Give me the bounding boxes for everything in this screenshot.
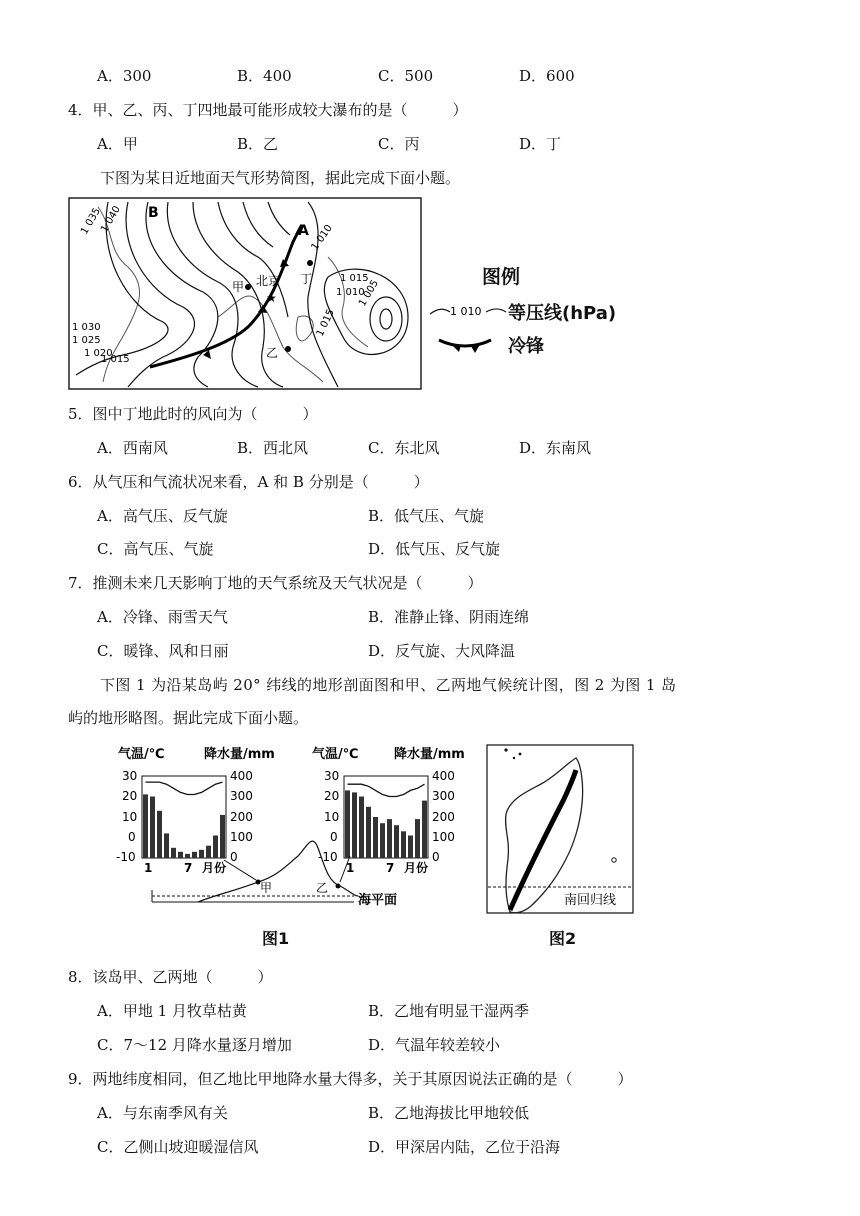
q7-stem: 7．推测未来几天影响丁地的天气系统及天气状况是（ ） — [68, 574, 483, 592]
isobar-label: 1 015 — [314, 307, 337, 339]
jia-month-label: 月份 — [202, 861, 227, 875]
isobar-label: 1 020 — [84, 348, 113, 359]
jia-temp-tick: 0 — [128, 830, 136, 844]
yi-precip-bar — [408, 836, 413, 859]
legend-title: 图例 — [482, 266, 521, 288]
yi-precip-bar — [352, 792, 357, 858]
isobar-label: 1 025 — [72, 335, 101, 346]
q4-option-c: C．丙 — [378, 135, 420, 153]
yi-month-label: 月份 — [404, 861, 429, 875]
figure-2-island-map — [486, 744, 634, 914]
intro-weather: 下图为某日近地面天气形势简图，据此完成下面小题。 — [100, 169, 461, 187]
yi-precip-bar — [387, 819, 392, 858]
label-b: B — [148, 205, 159, 221]
point-yi — [285, 346, 291, 352]
label-a: A — [298, 223, 309, 239]
q8-option-c: C．7～12 月降水量逐月增加 — [97, 1036, 292, 1054]
yi-temp-curve — [348, 784, 425, 796]
yi-temp-tick: -10 — [318, 850, 338, 864]
legend-isobar-label: 等压线(hPa) — [508, 303, 617, 324]
q4-option-d: D．丁 — [519, 135, 562, 153]
jia-precip-tick: 100 — [230, 830, 253, 844]
jia-precip-bar — [150, 797, 155, 859]
jia-month-tick: 1 — [144, 861, 153, 875]
q7-option-d: D．反气旋、大风降温 — [368, 642, 516, 660]
islet — [519, 753, 522, 756]
figure-1-caption: 图1 — [262, 929, 290, 948]
jia-temp-tick: 30 — [122, 769, 138, 783]
q5-option-d: D．东南风 — [519, 439, 592, 457]
jia-precip-tick: 300 — [230, 789, 253, 803]
yi-temp-tick: 30 — [324, 769, 340, 783]
jia-precip-bar — [164, 833, 169, 858]
legend-isobar-sample — [428, 300, 508, 322]
q3-option-a: A．300 — [97, 67, 152, 85]
islet — [504, 748, 507, 751]
jia-precip-bar — [206, 846, 211, 858]
jia-temp-tick: 10 — [122, 810, 138, 824]
q8-option-d: D．气温年较差较小 — [368, 1036, 501, 1054]
q9-stem: 9．两地纬度相同，但乙地比甲地降水量大得多，关于其原因说法正确的是（ ） — [68, 1070, 633, 1088]
q6-option-b: B．低气压、气旋 — [368, 507, 485, 525]
yi-precip-bar — [415, 819, 420, 858]
q8-option-b: B．乙地有明显干湿两季 — [368, 1002, 530, 1020]
isobar-label: 1 030 — [72, 322, 101, 333]
jia-precip-tick: 400 — [230, 769, 253, 783]
q7-option-a: A．冷锋、雨雪天气 — [97, 608, 228, 626]
jia-precip-bar — [220, 815, 225, 858]
weather-map — [68, 197, 422, 390]
jia-temp-curve — [146, 782, 223, 794]
jia-precip-bar — [171, 848, 176, 858]
intro-island-line2: 屿的地形略图。据此完成下面小题。 — [68, 709, 309, 727]
jia-month-tick: 7 — [184, 861, 193, 875]
yi-precip-bar — [380, 823, 385, 858]
jia-climate-chart — [116, 769, 253, 875]
q9-option-b: B．乙地海拔比甲地较低 — [368, 1104, 530, 1122]
q9-option-a: A．与东南季风有关 — [97, 1104, 228, 1122]
yi-precip-bar — [401, 831, 406, 858]
point-jia — [245, 284, 251, 290]
point-ding — [307, 260, 313, 266]
q8-option-a: A．甲地 1 月牧草枯黄 — [97, 1002, 247, 1020]
jia-temp-label: 气温/℃ — [118, 747, 165, 762]
svg-text:1 010: 1 010 — [450, 305, 482, 318]
yi-precip-tick: 300 — [432, 789, 455, 803]
yi-month-tick: 1 — [346, 861, 355, 875]
q5-option-c: C．东北风 — [368, 439, 440, 457]
yi-temp-tick: 0 — [330, 830, 338, 844]
point-yi-profile — [336, 884, 341, 889]
yi-temp-tick: 20 — [324, 789, 340, 803]
jia-precip-bar — [213, 836, 218, 859]
jia-precip-bar — [199, 850, 204, 858]
isobar-label: 1 010 — [336, 287, 365, 298]
jia-precip-tick: 200 — [230, 810, 253, 824]
figure-1-profile-climate — [108, 744, 470, 910]
q6-option-c: C．高气压、气旋 — [97, 540, 214, 558]
q7-option-c: C．暖锋、风和日丽 — [97, 642, 229, 660]
sea-level-label: 海平面 — [358, 893, 398, 908]
isobar-label: 1 010 — [309, 222, 335, 253]
beijing-star-icon: ★ — [266, 291, 277, 305]
tropic-label: 南回归线 — [564, 893, 617, 908]
islet — [513, 757, 515, 759]
jia-precip-bar — [157, 811, 162, 858]
jia-pointer — [224, 860, 256, 880]
isobar-label: 1 040 — [99, 204, 123, 235]
legend-front-sample — [435, 332, 495, 354]
profile-label-yi: 乙 — [316, 881, 329, 895]
yi-precip-tick: 100 — [432, 830, 455, 844]
q8-stem: 8．该岛甲、乙两地（ ） — [68, 968, 273, 986]
yi-precip-bar — [422, 801, 427, 858]
legend-front-label: 冷锋 — [508, 336, 544, 357]
yi-temp-label: 气温/℃ — [312, 747, 359, 762]
jia-precip-tick: 0 — [230, 850, 238, 864]
figure-2-caption: 图2 — [549, 929, 577, 948]
yi-precip-bar — [373, 817, 378, 858]
jia-temp-tick: 20 — [122, 789, 138, 803]
yi-precip-tick: 400 — [432, 769, 455, 783]
yi-precip-bar — [359, 797, 364, 859]
profile-label-jia: 甲 — [260, 881, 273, 895]
label-jia: 甲 — [232, 280, 245, 294]
jia-temp-tick: -10 — [116, 850, 136, 864]
yi-precip-bar — [366, 807, 371, 858]
label-yi: 乙 — [266, 346, 279, 360]
q3-option-c: C．500 — [378, 67, 434, 85]
q4-option-a: A．甲 — [97, 135, 138, 153]
q6-stem: 6．从气压和气流状况来看，A 和 B 分别是（ ） — [68, 473, 429, 491]
yi-precip-label: 降水量/mm — [394, 747, 465, 762]
q3-option-b: B．400 — [237, 67, 292, 85]
isobar-label: 1 005 — [357, 278, 381, 309]
q4-option-b: B．乙 — [237, 135, 279, 153]
q9-option-c: C．乙侧山坡迎暖湿信风 — [97, 1138, 259, 1156]
jia-precip-bar — [143, 794, 148, 858]
q5-option-b: B．西北风 — [237, 439, 309, 457]
q9-option-d: D．甲深居内陆，乙位于沿海 — [368, 1138, 561, 1156]
yi-precip-tick: 0 — [432, 850, 440, 864]
q6-option-d: D．低气压、反气旋 — [368, 540, 501, 558]
isobar-label: 1 015 — [340, 273, 369, 284]
jia-precip-label: 降水量/mm — [204, 747, 275, 762]
jia-precip-bar — [185, 854, 190, 858]
jia-precip-bar — [192, 852, 197, 858]
label-beijing: 北京 — [256, 274, 281, 288]
label-ding: 丁 — [300, 272, 313, 286]
yi-precip-bar — [345, 790, 350, 858]
q3-option-d: D．600 — [519, 67, 575, 85]
q5-option-a: A．西南风 — [97, 439, 168, 457]
yi-climate-chart — [318, 769, 455, 875]
isobar-label: 1 015 — [101, 354, 130, 365]
isobar-label: 1 035 — [79, 206, 103, 237]
yi-precip-tick: 200 — [432, 810, 455, 824]
q5-stem: 5．图中丁地此时的风向为（ ） — [68, 405, 318, 423]
yi-precip-bar — [394, 825, 399, 858]
yi-temp-tick: 10 — [324, 810, 340, 824]
q4-stem: 4．甲、乙、丙、丁四地最可能形成较大瀑布的是（ ） — [68, 101, 468, 119]
intro-island-line1: 下图 1 为沿某岛屿 20° 纬线的地形剖面图和甲、乙两地气候统计图，图 2 为图 1 岛 — [100, 676, 677, 694]
yi-month-tick: 7 — [386, 861, 395, 875]
q7-option-b: B．准静止锋、阴雨连绵 — [368, 608, 530, 626]
q6-option-a: A．高气压、反气旋 — [97, 507, 228, 525]
jia-precip-bar — [178, 852, 183, 858]
